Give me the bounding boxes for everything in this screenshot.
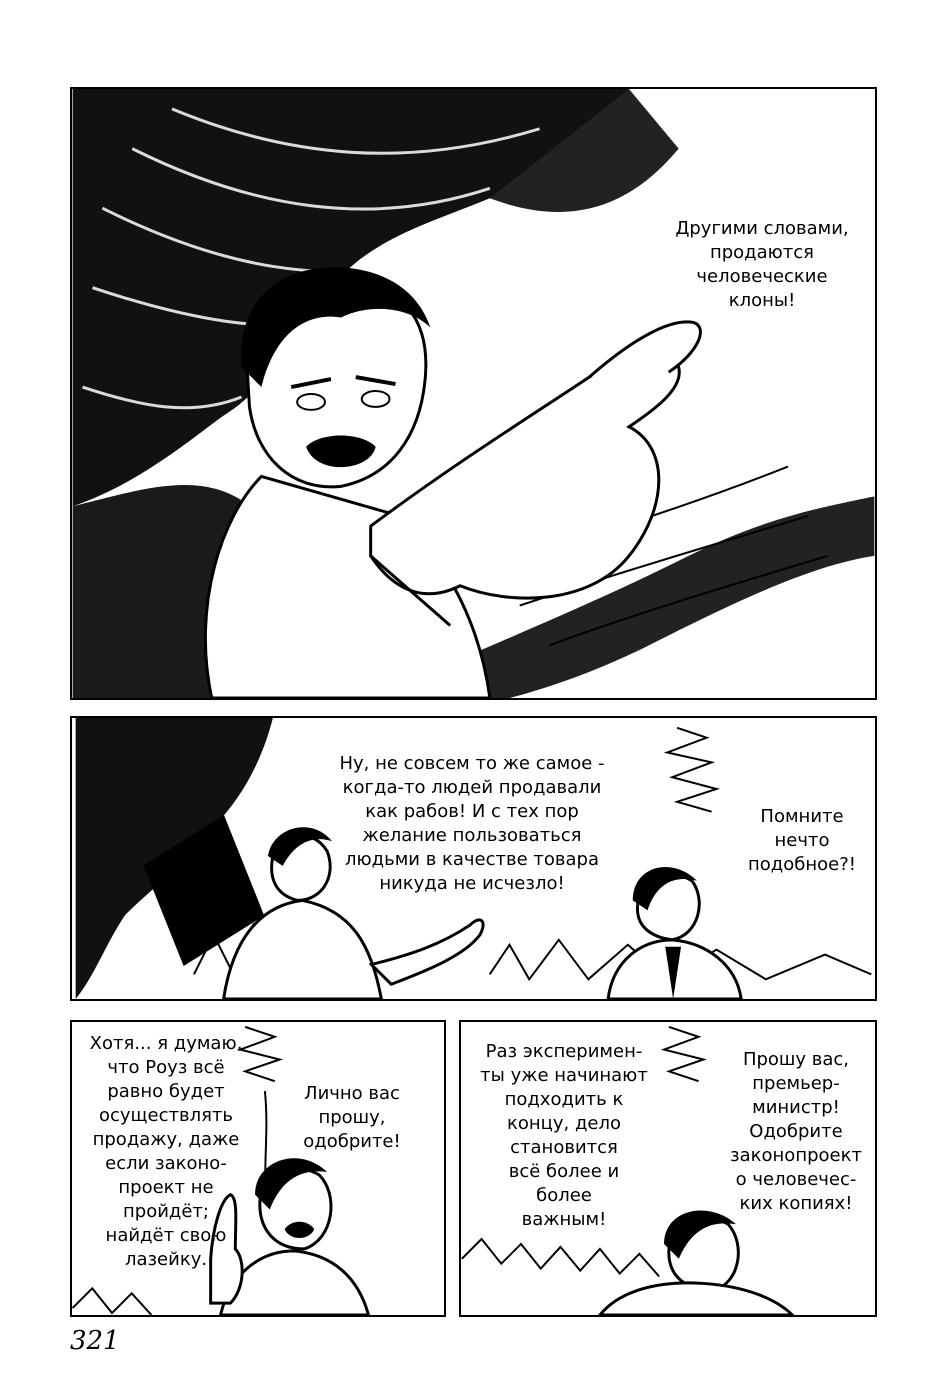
panel-3 [70,1020,446,1317]
speech-bubble: Прошу вас, премьер- министр! Одобрите законопроект о человечес- ких копиях! [730,1049,862,1214]
speech-bubble: Другими словами, продаются человеческие клоны! [675,218,849,311]
panel-4 [459,1020,877,1317]
speech-bubble: Помните нечто подобное?! [748,806,856,875]
speech-bubble: Лично вас прошу, одобрите! [303,1083,401,1152]
panel-1 [70,87,877,700]
speech-bubble: Хотя... я думаю, что Роуз всё равно будет осуществлять продажу, даже если законо- проект не пройдёт; найдёт свою лазейку. [89,1033,243,1270]
panel-2 [70,716,877,1001]
speech-bubble: Раз эксперимен- ты уже начинают подходить к концу, дело становится всё более и более важным! [480,1041,648,1230]
right-man-figure [608,867,741,999]
page-number: 321 [70,1326,120,1356]
panel-1-artwork [72,89,875,698]
speech-bubble: Ну, не совсем то же самое - когда-то людей продавали как рабов! И с тех пор желание пользоваться людьми в качестве товара никуда не исчезло! [339,753,605,894]
